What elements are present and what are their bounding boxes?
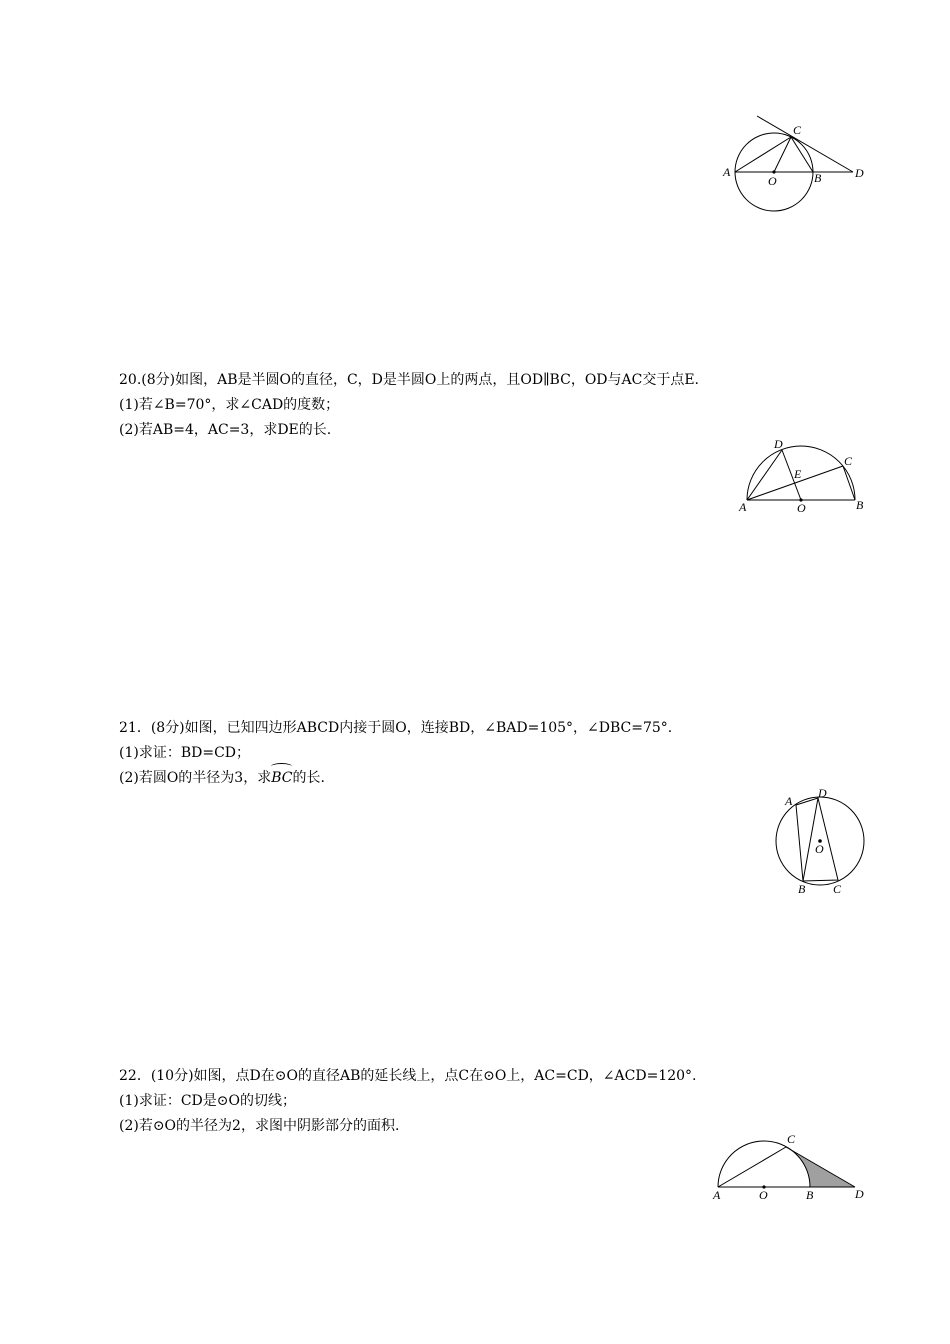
label-d: D: [855, 166, 864, 180]
figure-q20: [735, 432, 870, 517]
label-a: A: [713, 1188, 721, 1202]
label-o: O: [759, 1188, 768, 1202]
q21-part2-after: 的长.: [292, 770, 325, 786]
q21-part2: [119, 766, 672, 791]
label-a: A: [723, 165, 731, 179]
label-o: O: [815, 842, 824, 856]
label-b: B: [806, 1188, 814, 1202]
label-c: C: [833, 882, 842, 896]
tangent-line-cd: [757, 116, 853, 172]
q20-stem: 20.(8分)如图，AB是半圆O的直径，C，D是半圆O上的两点，且OD∥BC，OD与AC交于点E.: [119, 372, 700, 388]
label-d: D: [774, 437, 783, 451]
label-b: B: [856, 498, 864, 512]
label-a: A: [785, 794, 793, 808]
label-d: D: [818, 786, 827, 800]
label-e: E: [794, 467, 802, 481]
label-a: A: [739, 500, 747, 514]
q20-part2: (2)若AB=4，AC=3，求DE的长.: [119, 422, 332, 438]
q21-stem: 21．(8分)如图，已知四边形ABCD内接于圆O，连接BD，∠BAD=105°，∠DBC=75°.: [119, 720, 673, 736]
label-d: D: [855, 1187, 864, 1201]
semicircle: [718, 1141, 810, 1187]
label-c: C: [844, 454, 853, 468]
figure-q19: [715, 108, 875, 220]
q22-part2: (2)若⊙O的半径为2，求图中阴影部分的面积.: [119, 1118, 400, 1134]
arc-bc-symbol: BC: [271, 766, 292, 791]
question-20: [119, 368, 699, 443]
label-b: B: [798, 882, 806, 896]
q22-stem: 22．(10分)如图，点D在⊙O的直径AB的延长线上，点C在⊙O上，AC=CD，∠ACD=120°.: [119, 1068, 697, 1084]
q22-part1: (1)求证：CD是⊙O的切线；: [119, 1093, 296, 1109]
figure-q22: [710, 1130, 870, 1205]
label-b: B: [814, 171, 822, 185]
q20-part1: (1)若∠B=70°，求∠CAD的度数；: [119, 397, 340, 413]
segment-bc: [843, 466, 855, 500]
figure-q21: [770, 782, 870, 897]
quadrilateral-abcd: [796, 798, 838, 881]
q21-part1: (1)求证：BD=CD；: [119, 745, 251, 761]
label-o: O: [768, 174, 777, 188]
question-22: [119, 1064, 696, 1139]
diagonal-bd: [803, 798, 818, 881]
segment-ad: [747, 450, 782, 500]
label-c: C: [787, 1132, 796, 1146]
question-21: [119, 716, 672, 791]
label-c: C: [793, 123, 802, 137]
q21-part2-before: (2)若圆O的半径为3，求: [119, 770, 272, 786]
label-o: O: [797, 501, 806, 515]
segment-ac: [718, 1147, 786, 1187]
